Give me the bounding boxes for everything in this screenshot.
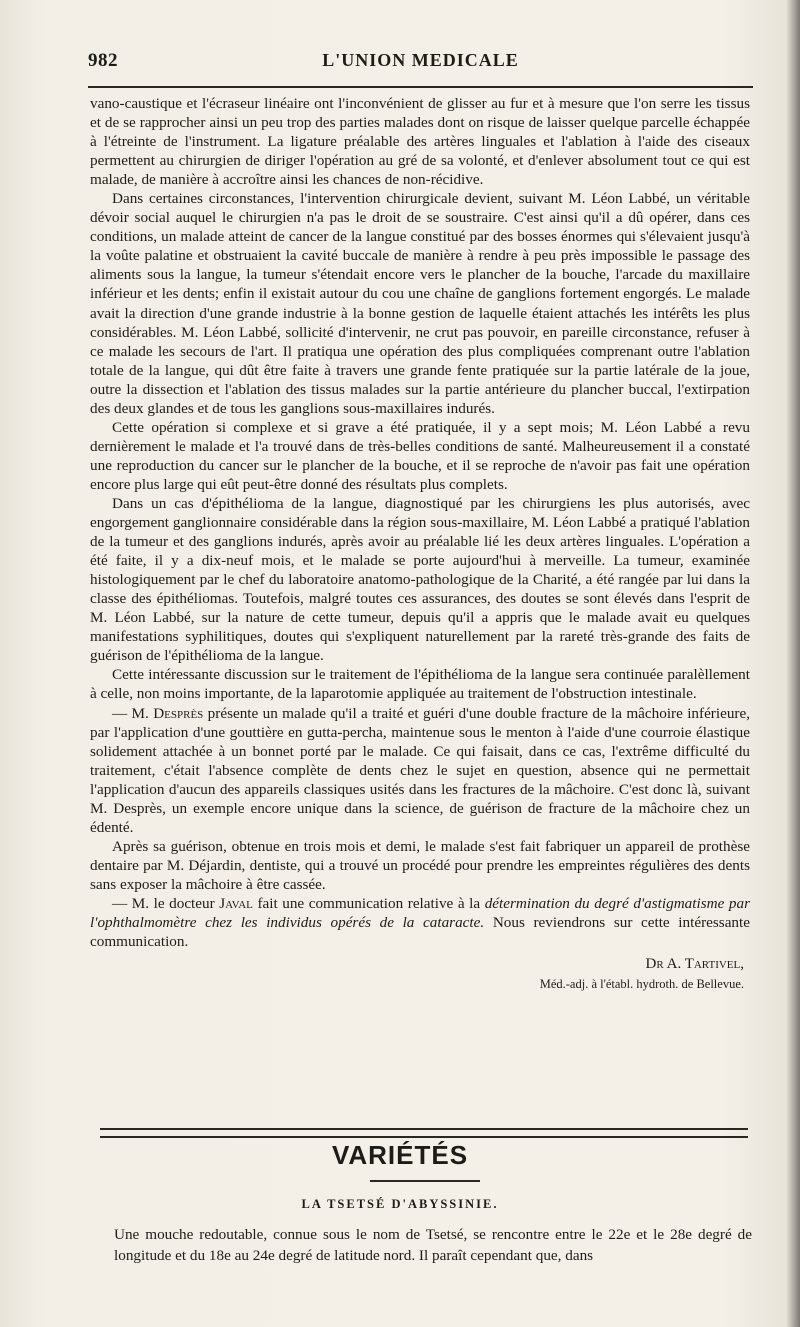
article-body xyxy=(90,94,750,994)
paragraph-3: Cette opération si complexe et si grave a été pratiquée, il y a sept mois; M. Léon Labbé a revu dernièrement le malade et l'a trouvé dans de très-belles conditions de santé. Malheureusement il a constaté une reproduction du cancer sur le plancher de la bouche, et il se reproche de n'avoir pas fait une opération encore plus large qui eût peut-être donné des résultats plus complets. xyxy=(90,418,750,493)
running-title: L'UNION MEDICALE xyxy=(322,50,519,70)
signature-affiliation: Méd.-adj. à l'établ. hydroth. de Bellevue. xyxy=(539,977,744,992)
javal-text-before: fait une communication relative à la xyxy=(257,894,481,912)
article-text xyxy=(114,1224,752,1266)
javal-italic-title: détermination du degré d'astigmatisme par l'ophthalmomètre chez les individus opérés de la cataracte. xyxy=(90,894,750,932)
paragraph-2: Dans certaines circonstances, l'intervention chirurgicale devient, suivant M. Léon Labbé, un véritable dévoir social auquel le chirurgien n'a pas le droit de se soustraire. C'est ainsi qu'il a dû opérer, dans ces conditions, un malade atteint de cancer de la langue constitué par des bosses énormes qui s'élevaient jusqu'à la voûte palatine et obstruaient la cavité buccale de manière à rendre à peu près impossible le passage des aliments sous la langue, la tumeur s'étendait encore vers le plancher de la bouche, l'arcade du maxillaire inférieur et les dents; enfin il existait autour du cou une chaîne de ganglions fortement engorgés. Le malade avait la direction d'une grande industrie à la bonne gestion de laquelle étaient attachés les intérêts les plus considérables. M. Léon Labbé, sollicité d'intervenir, ne crut pas pouvoir, en pareille circonstance, refuser à ce malade les secours de l'art. Il pratiqua une opération des plus compliquées comprenant outre l'ablation totale de la langue, qui dût être faite à travers une grande fente pratiquée sur la partie latérale de la joue, outre la dissection et l'ablation des tissus malades sur la partie antérieure du plancher buccal, l'extirpation des deux glandes et de tous les ganglions sous-maxillaires indurés. xyxy=(90,190,750,417)
paragraph-dejardin: Après sa guérison, obtenue en trois mois et demi, le malade s'est fait fabriquer un appareil de prothèse dentaire par M. Déjardin, dentiste, qui a trouvé un procédé pour prendre les empreintes régulières des dents sans exposer la mâchoire à être cassée. xyxy=(90,837,750,893)
page-edge-shadow xyxy=(786,0,800,1327)
javal-name: Javal xyxy=(219,894,253,912)
page-number: 982 xyxy=(88,50,118,71)
paragraph-despres xyxy=(90,704,750,837)
despres-dash: — M. xyxy=(112,704,149,722)
paragraph-1: vano-caustique et l'écraseur linéaire ont l'inconvénient de glisser au fur et à mesure que l'on serre les tissus et de se rapprocher ainsi un peu trop des parties malades dont on risque de laisser quelque parcelle échappée à l'étreinte de l'instrument. La ligature préalable des artères linguales et l'ablation à l'aide des ciseaux permettent au chirurgien de diriger l'opération au gré de sa volonté, et d'enlever absolument tout ce qui est malade, de manière à accroître ainsi les chances de non-récidive. xyxy=(90,95,750,189)
signature-name: Dr A. Tartivel, xyxy=(645,956,744,973)
section-title-rule xyxy=(370,1180,480,1182)
paragraph-4: Dans un cas d'épithélioma de la langue, diagnostiqué par les chirurgiens les plus autorisés, avec engorgement ganglionnaire considérable dans la région sous-maxillaire, M. Léon Labbé a pratiqué l'ablation de la tumeur et des ganglions indurés, après avoir au préalable lié les deux artères linguales. L'opération a été faite, il y a dix-neuf mois, et le malade se porte aujourd'hui à merveille. La tumeur, examinée histologiquement par le chef du laboratoire anatomo-pathologique de la Charité, a été rangée par lui dans la classe des épithéliomas. Toutefois, malgré toutes ces assurances, des doutes se sont élevés dans l'esprit de M. Léon Labbé, sur la nature de cette tumeur, depuis qu'il a appris que le malade avait eu quelques manifestations syphilitiques, doutes qui s'expliquent naturellement par la rareté très-grande des faits de guérison de l'épithélioma de la langue. xyxy=(90,494,750,665)
javal-dash: — M. le docteur xyxy=(112,894,215,912)
page-header xyxy=(88,50,753,78)
section-title: VARIÉTÉS xyxy=(331,1140,469,1170)
despres-text: présente un malade qu'il a traité et guéri d'une double fracture de la mâchoire inférieure, par l'application d'une gouttière en gutta-percha, maintenue sous le menton à l'aide d'une courroie élastique solidement attachée à un bonnet porté par le malade. Ce qui faisait, dans ce cas, l'extrême difficulté du traitement, c'était l'absence complète de dents chez le sujet en question, absence qui ne permettait l'application d'aucun des appareils classiques usités dans les fractures de la mâchoire. C'est donc là, suivant M. Desprès, un exemple encore unique dans la science, de guérison de fracture de la mâchoire chez un édenté. xyxy=(90,704,751,836)
tsetse-paragraph: Une mouche redoutable, connue sous le nom de Tsetsé, se rencontre entre le 22e et le 28e degré de longitude et du 18e au 24e degré de latitude nord. Il paraît cependant que, dans xyxy=(114,1226,752,1264)
paragraph-javal xyxy=(90,894,750,951)
paragraph-5: Cette intéressante discussion sur le traitement de l'épithélioma de la langue sera continuée paralèllement à celle, non moins importante, de la laparotomie appliquée au traitement de l'obstruction intestinale. xyxy=(90,666,750,703)
despres-name: Desprès xyxy=(153,704,204,722)
header-rule xyxy=(88,86,753,88)
article-title: LA TSETSÉ D'ABYSSINIE. xyxy=(301,1197,499,1211)
javal-text-after: Nous reviendrons sur cette intéressante communication. xyxy=(90,914,750,951)
section-double-rule xyxy=(100,1128,748,1138)
